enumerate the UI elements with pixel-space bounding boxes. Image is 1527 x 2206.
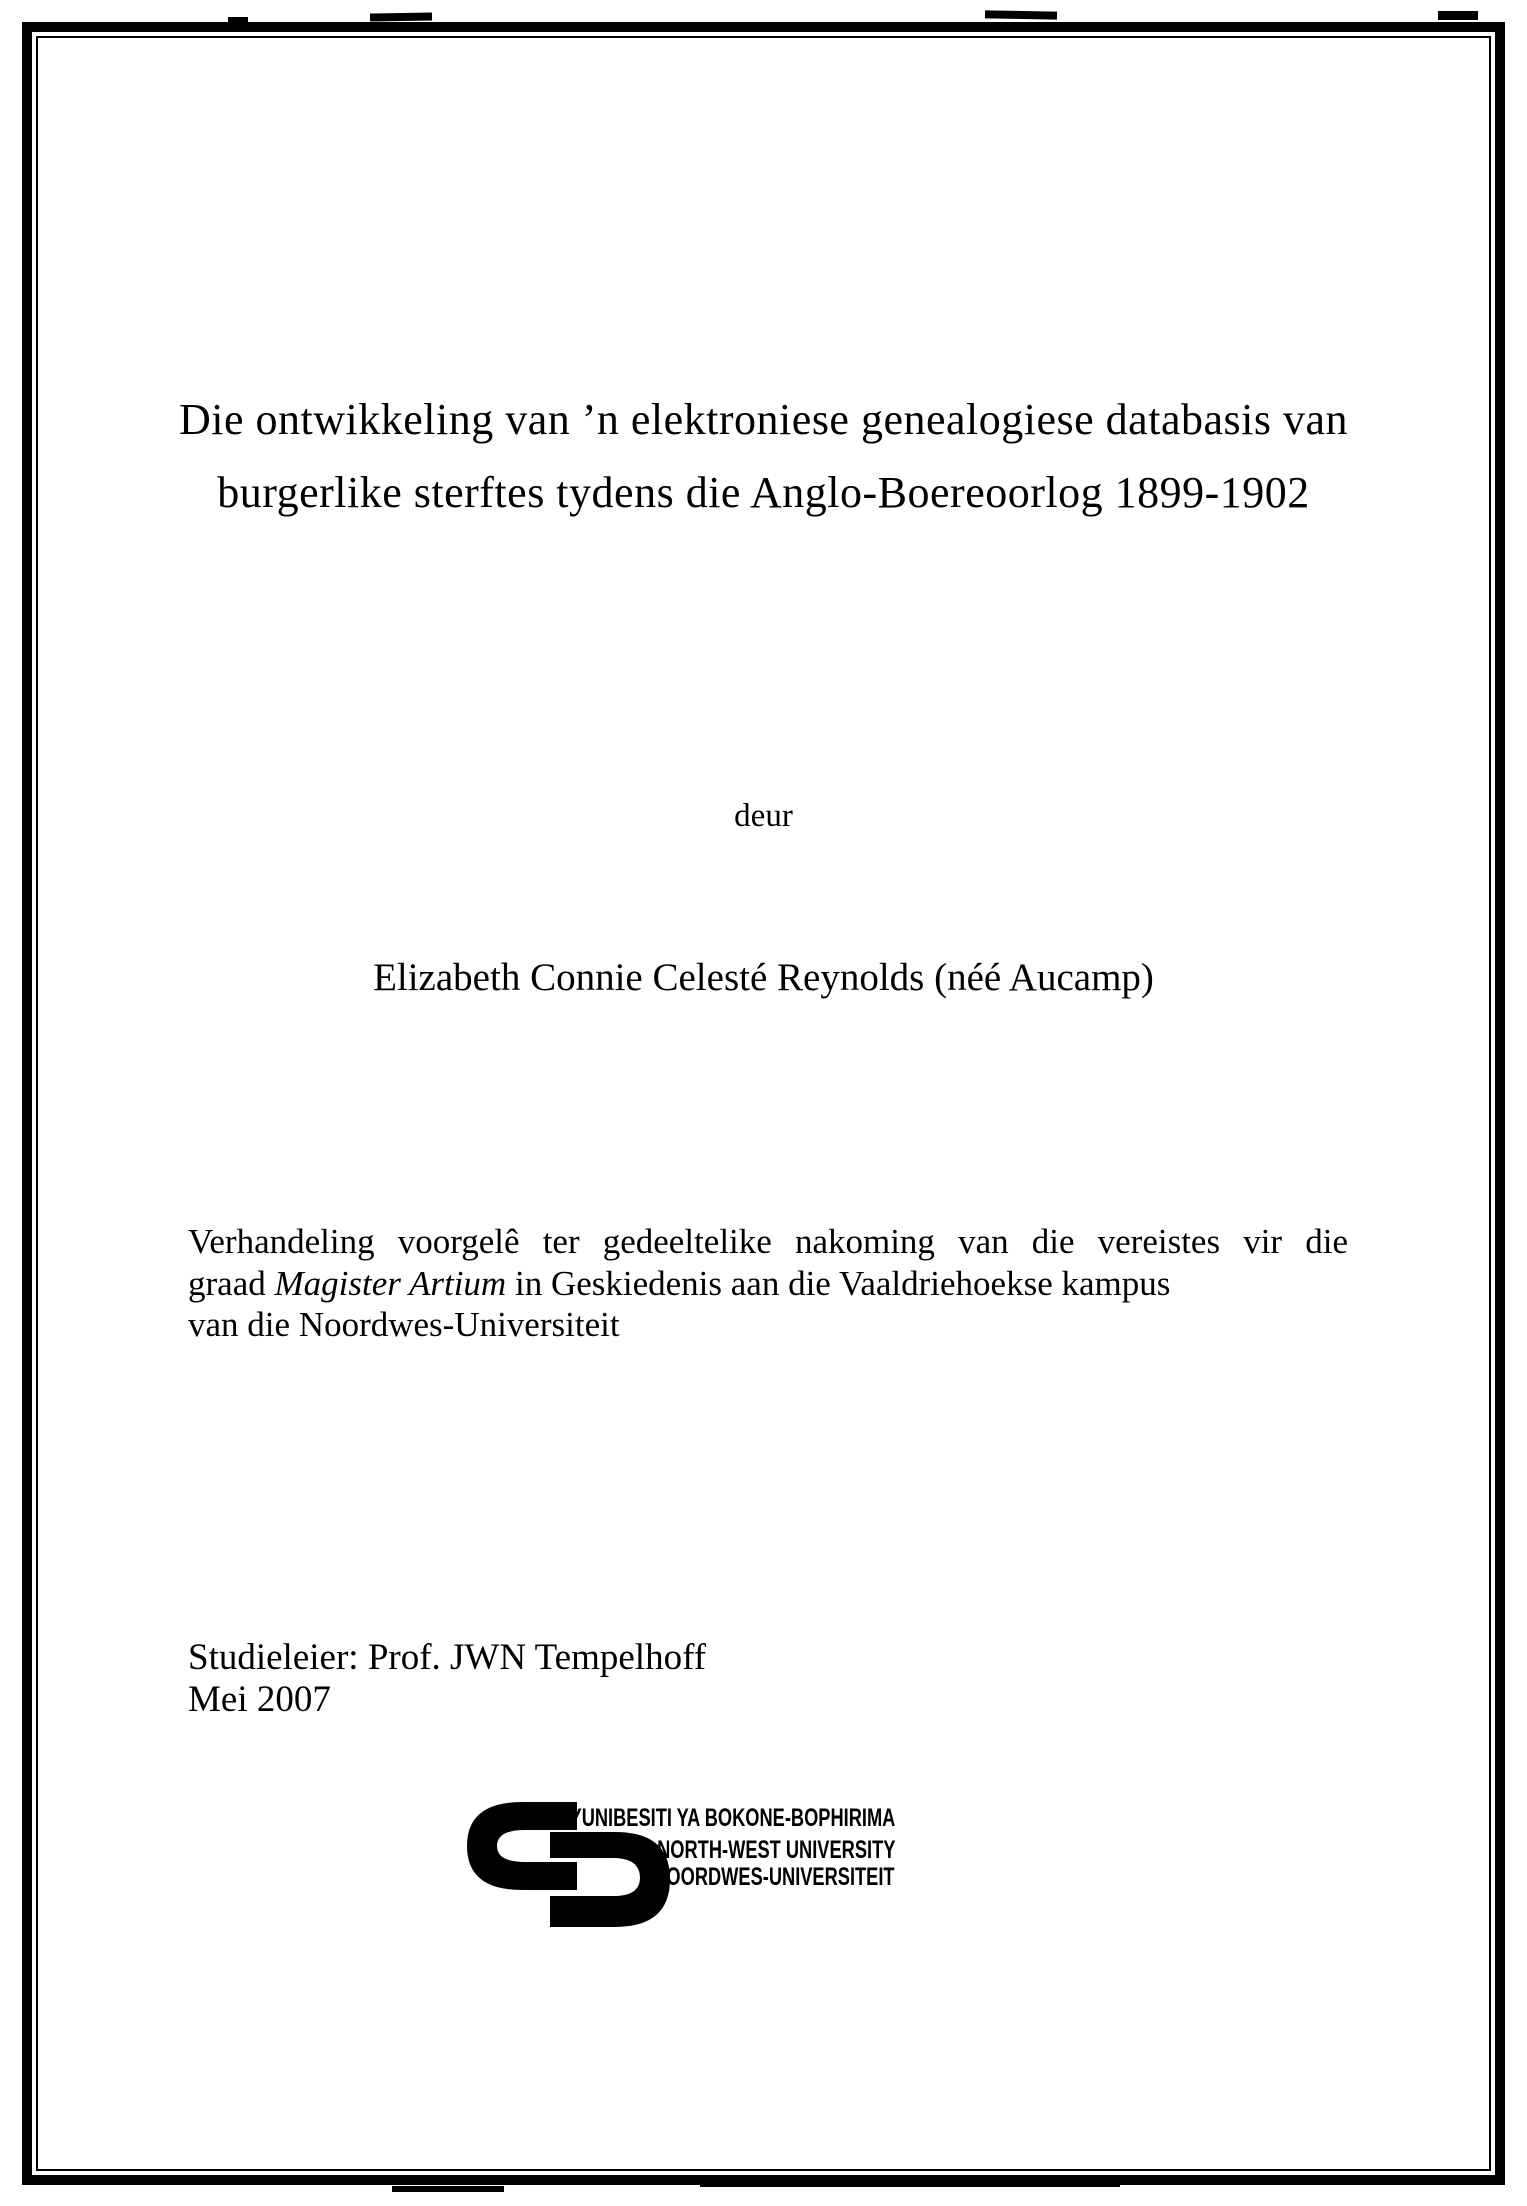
scan-artifact bbox=[228, 17, 248, 23]
scan-artifact bbox=[700, 2183, 1120, 2187]
thesis-title-line-2: burgerlike sterftes tydens die Anglo-Boereoorlog 1899-1902 bbox=[217, 468, 1310, 517]
thesis-statement-line-3: van die Noordwes-Universiteit bbox=[188, 1305, 620, 1344]
scan-artifact bbox=[370, 12, 432, 21]
supervisor-line: Studieleier: Prof. JWN Tempelhoff bbox=[188, 1637, 707, 1678]
scan-artifact bbox=[392, 2186, 504, 2192]
supervisor-block bbox=[188, 1637, 706, 1721]
thesis-statement-line-2 bbox=[188, 1263, 1348, 1305]
thesis-statement bbox=[188, 1221, 1348, 1346]
degree-name-italic: Magister Artium bbox=[274, 1263, 507, 1303]
byline-deur: deur bbox=[734, 798, 793, 834]
logo-text-english: NORTH-WEST UNIVERSITY bbox=[656, 1836, 895, 1864]
thesis-statement-line-1: Verhandeling voorgelê ter gedeeltelike nakoming van die vereistes vir die bbox=[188, 1222, 1348, 1261]
logo-text-setswana: YUNIBESITI YA BOKONE-BOPHIRIMA bbox=[569, 1804, 895, 1832]
logo-text-afrikaans: NOORDWES-UNIVERSITEIT bbox=[653, 1863, 895, 1891]
scan-artifact bbox=[985, 10, 1057, 19]
nwu-logo bbox=[465, 1797, 905, 1937]
statement-degree-suffix: in Geskiedenis aan die Vaaldriehoekse kampus bbox=[506, 1263, 1171, 1303]
statement-degree-prefix: graad bbox=[188, 1263, 275, 1303]
author-name: Elizabeth Connie Celesté Reynolds (néé Aucamp) bbox=[373, 956, 1154, 999]
date-line: Mei 2007 bbox=[188, 1679, 331, 1720]
scan-artifact bbox=[1438, 11, 1478, 20]
thesis-title-line-1: Die ontwikkeling van ’n elektroniese genealogiese databasis van bbox=[178, 395, 1348, 444]
